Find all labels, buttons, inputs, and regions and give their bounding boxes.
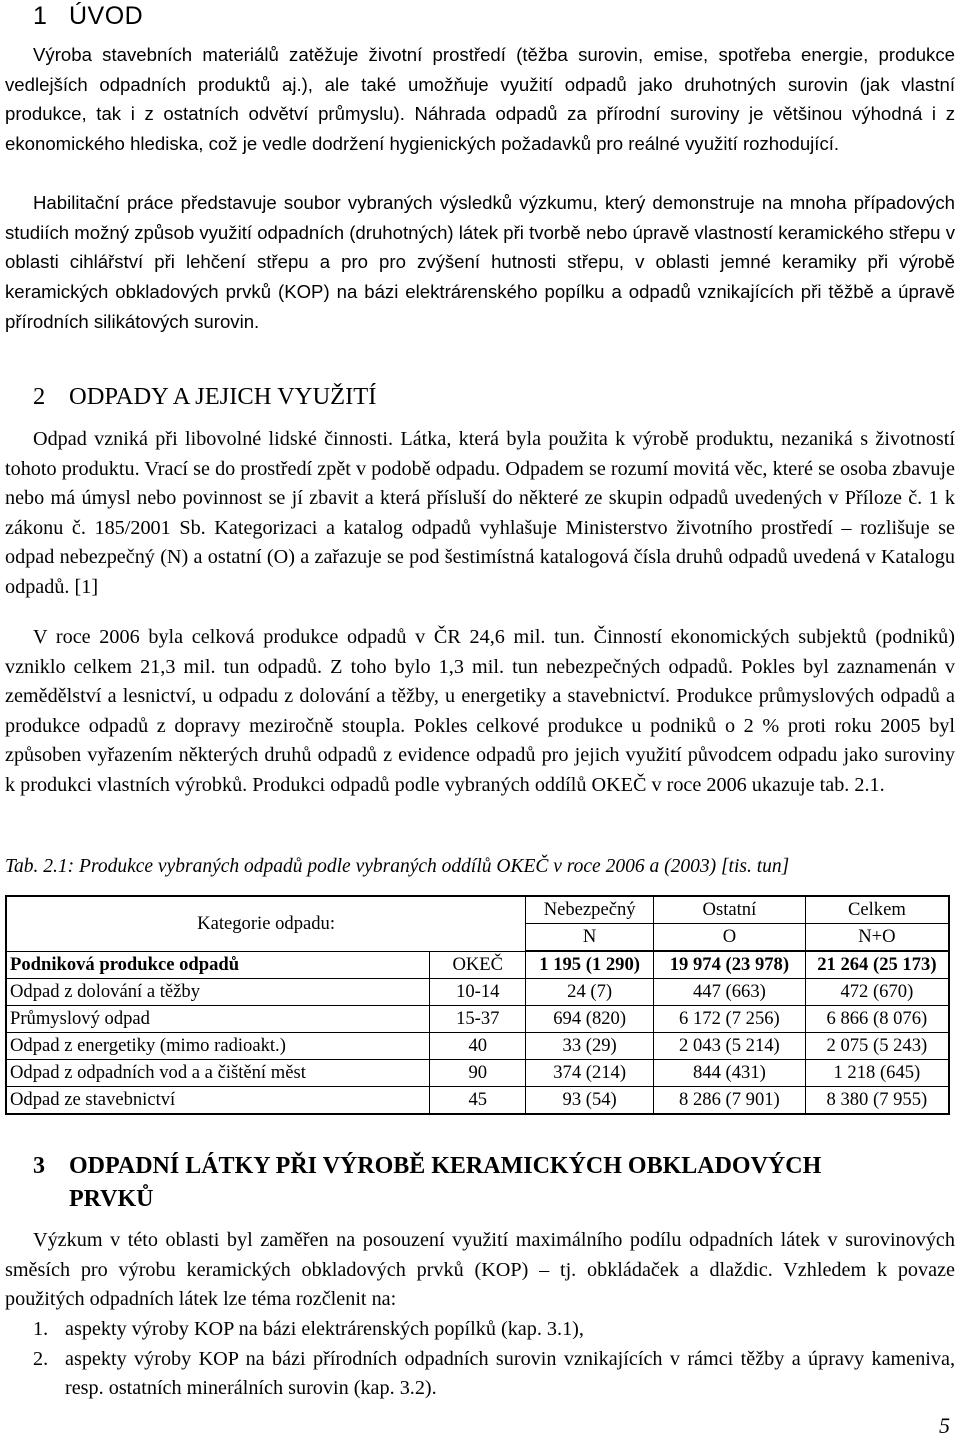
row-code: 10-14 (430, 979, 526, 1006)
section-title: ÚVOD (69, 2, 144, 30)
section-title-line1: ODPADNÍ LÁTKY PŘI VÝROBĚ KERAMICKÝCH OBKLADOVÝCH (69, 1153, 822, 1179)
row-total: 6 866 (8 076) (805, 1006, 949, 1033)
col-code-total: N+O (805, 924, 949, 952)
section-1-heading (33, 2, 143, 31)
row-code: 45 (430, 1087, 526, 1115)
row-label: Odpad z energetiky (mimo radioakt.) (6, 1033, 430, 1060)
section-number: 1 (33, 2, 48, 30)
row-label: Odpad z dolování a těžby (6, 979, 430, 1006)
row-label: Odpad z odpadních vod a a čištění měst (6, 1060, 430, 1087)
table-caption: Tab. 2.1: Produkce vybraných odpadů podle vybraných oddílů OKEČ v roce 2006 a (2003) [tis. tun] (5, 856, 790, 877)
col-header-other: Ostatní (654, 896, 806, 924)
row-code: 40 (430, 1033, 526, 1060)
row-hazardous: 93 (54) (526, 1087, 654, 1115)
row-label: Podniková produkce odpadů (6, 951, 430, 979)
section-number: 3 (33, 1153, 45, 1179)
row-code: 90 (430, 1060, 526, 1087)
table-row (6, 1033, 949, 1060)
row-hazardous: 33 (29) (526, 1033, 654, 1060)
row-other: 844 (431) (654, 1060, 806, 1087)
row-total: 1 218 (645) (805, 1060, 949, 1087)
row-hazardous: 24 (7) (526, 979, 654, 1006)
list-item-text: aspekty výroby KOP na bázi přírodních odpadních surovin vznikajících v rámci těžby a úpravy kameniva, resp. ostatních minerálních surovin (kap. 3.2). (65, 1347, 955, 1400)
paragraph: Odpad vzniká při libovolné lidské činnosti. Látka, která byla použita k výrobě produktu, nezaniká s životností tohoto produktu. Vrací se do prostředí zpět v podobě odpadu. Odpadem se rozumí movitá věc, které se osoba zbavuje nebo má úmysl nebo povinnost se jí zbavit a která přísluší do některé ze skupin odpadů uvedených v Příloze č. 1 k zákonu č. 185/2001 Sb. Kategorizaci a katalog odpadů vyhlašuje Ministerstvo životního prostředí – rozlišuje se odpad nebezpečný (N) a ostatní (O) a zařazuje se pod šestimístná katalogová čísla druhů odpadů uvedená v Katalogu odpadů. [1] (5, 428, 955, 598)
row-total: 472 (670) (805, 979, 949, 1006)
row-other: 447 (663) (654, 979, 806, 1006)
list-marker: 2. (33, 1347, 49, 1370)
col-code-n: N (526, 924, 654, 952)
page-number: 5 (939, 1413, 950, 1438)
list-item (33, 1315, 955, 1345)
table-row (6, 1060, 949, 1087)
row-other: 2 043 (5 214) (654, 1033, 806, 1060)
table-row (6, 979, 949, 1006)
section-2-heading (33, 383, 376, 411)
row-label: Odpad ze stavebnictví (6, 1087, 430, 1115)
row-code: 15-37 (430, 1006, 526, 1033)
section-title: ODPADY A JEJICH VYUŽITÍ (69, 383, 377, 410)
row-other: 19 974 (23 978) (654, 951, 806, 979)
row-hazardous: 694 (820) (526, 1006, 654, 1033)
summary-row (6, 951, 949, 979)
paragraph: Habilitační práce představuje soubor vybraných výsledků výzkumu, který demonstruje na mnoha případových studiích možný způsob využití odpadních (druhotných) látek při tvorbě nebo úpravě vlastností keramického střepu v oblasti cihlářství při lehčení střepu a pro pro zvýšení hutnosti střepu, v oblasti jemné keramiky při výrobě keramických obkladových prvků (KOP) na bázi elektrárenského popílku a odpadů vznikajících při těžbě a úpravě přírodních silikátových surovin. (5, 192, 955, 332)
col-header-hazardous: Nebezpečný (526, 896, 654, 924)
category-header: Kategorie odpadu: (6, 896, 526, 951)
list-item-text: aspekty výroby KOP na bázi elektrárenských popílků (kap. 3.1), (65, 1318, 584, 1340)
waste-production-table (5, 895, 950, 1115)
section-3-heading (33, 1150, 953, 1216)
row-other: 8 286 (7 901) (654, 1087, 806, 1115)
row-code: OKEČ (430, 951, 526, 979)
paragraph: V roce 2006 byla celková produkce odpadů v ČR 24,6 mil. tun. Činností ekonomických subjektů (podniků) vzniklo celkem 21,3 mil. tun odpadů. Z toho bylo 1,3 mil. tun nebezpečných odpadů. Pokles byl zaznamenán v zemědělství a lesnictví, u odpadu z dolování a těžby, u energetiky a stavebnictví. Produkce průmyslových odpadů a produkce odpadů z dopravy meziročně stoupla. Pokles celkové produkce u podniků o 2 % proti roku 2005 byl způsoben vyřazením některých druhů odpadů z evidence odpadů pro jejich využití původcem odpadu jako suroviny k produkci vlastních výrobků. Produkci odpadů podle vybraných oddílů OKEČ v roce 2006 ukazuje tab. 2.1. (5, 626, 955, 796)
col-header-total: Celkem (805, 896, 949, 924)
paragraph: Výroba stavebních materiálů zatěžuje životní prostředí (těžba surovin, emise, spotřeba energie, produkce vedlejších odpadních produktů aj.), ale také umožňuje využití odpadů jako druhotných surovin (jak vlastní produkce, tak i z ostatních odvětví průmyslu). Náhrada odpadů za přírodní suroviny je většinou výhodná i z ekonomického hlediska, což je vedle dodržení hygienických požadavků pro reálné využití rozhodující. (5, 44, 955, 155)
row-label: Průmyslový odpad (6, 1006, 430, 1033)
row-hazardous: 374 (214) (526, 1060, 654, 1087)
list-item (33, 1345, 955, 1404)
row-total: 2 075 (5 243) (805, 1033, 949, 1060)
paragraph: Výzkum v této oblasti byl zaměřen na posouzení využití maximálního podílu odpadních látek v surovinových směsích pro výrobu keramických obkladových prvků (KOP) – tj. obkládaček a dlaždic. Vzhledem k povaze použitých odpadních látek lze téma rozčlenit na: (5, 1229, 955, 1311)
section-title-line2: PRVKŮ (69, 1186, 154, 1212)
row-total: 8 380 (7 955) (805, 1087, 949, 1115)
row-hazardous: 1 195 (1 290) (526, 951, 654, 979)
section-number: 2 (33, 383, 46, 410)
numbered-list (33, 1315, 955, 1404)
table-row (6, 1006, 949, 1033)
col-code-o: O (654, 924, 806, 952)
row-total: 21 264 (25 173) (805, 951, 949, 979)
table-row (6, 1087, 949, 1115)
list-marker: 1. (33, 1318, 49, 1340)
row-other: 6 172 (7 256) (654, 1006, 806, 1033)
